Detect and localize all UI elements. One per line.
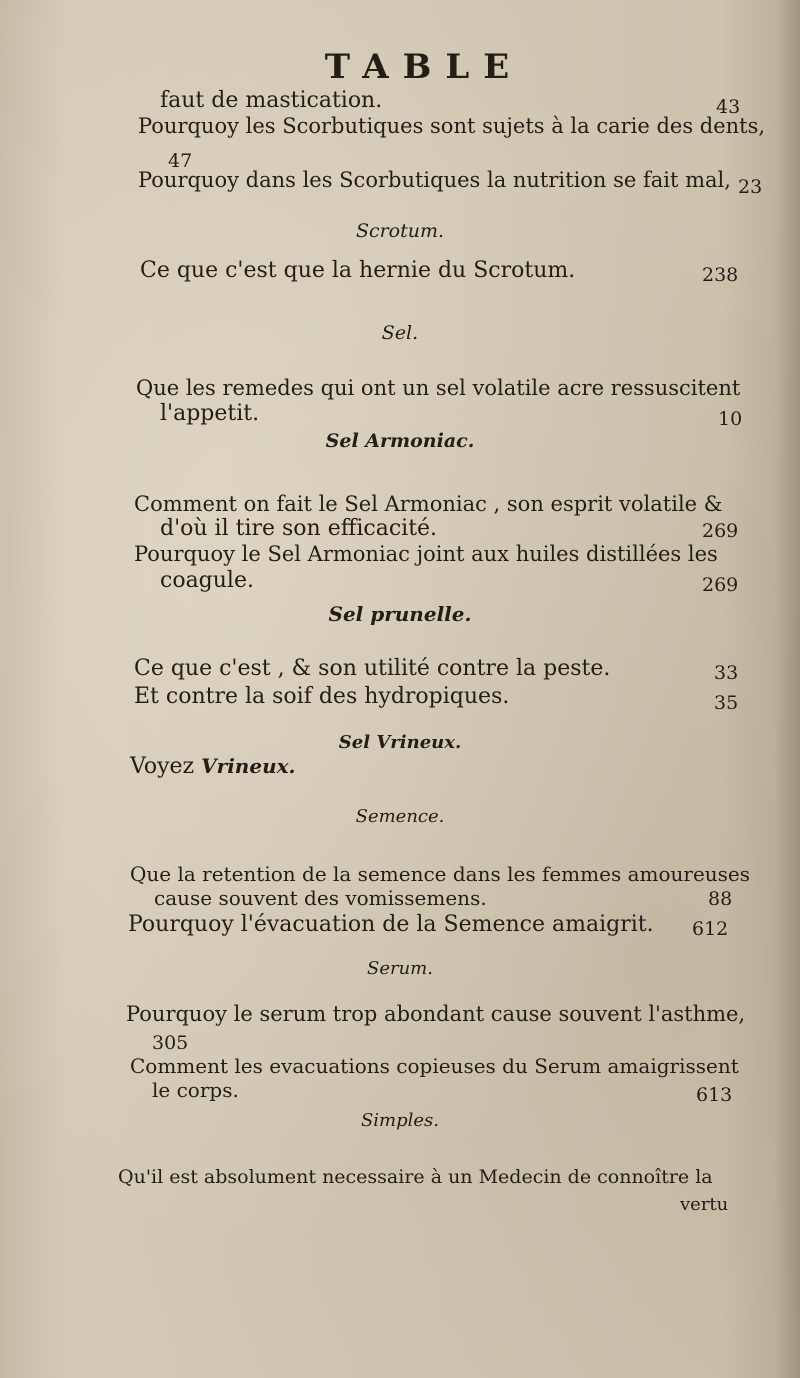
section-heading: Serum. [367, 958, 433, 979]
entry-line: Pourquoy le serum trop abondant cause souvent l'asthme, [126, 1002, 746, 1026]
page-number: 269 [702, 574, 739, 596]
entry-line: Comment on fait le Sel Armoniac , son esprit volatile & [134, 492, 723, 516]
entry-line: Ce que c'est , & son utilité contre la peste. [134, 656, 611, 681]
entry-line: Que la retention de la semence dans les femmes amoureuses [130, 862, 751, 886]
page-number: 33 [714, 662, 739, 684]
page-number: 47 [168, 150, 193, 172]
entry-line: Pourquoy dans les Scorbutiques la nutrition se fait mal, [138, 168, 731, 192]
page-number: 43 [716, 96, 741, 118]
page-number: 613 [696, 1084, 733, 1106]
entry-line: Pourquoy les Scorbutiques sont sujets à la carie des dents, [138, 114, 766, 138]
entry-text: Voyez [130, 754, 195, 779]
section-heading: Sel prunelle. [328, 602, 472, 626]
entry-line: Pourquoy l'évacuation de la Semence amaigrit. [128, 912, 654, 937]
page-number: 88 [708, 888, 733, 910]
entry-line: d'où il tire son efficacité. [160, 516, 438, 541]
section-heading: Sel. [381, 322, 419, 344]
page-number: 269 [702, 520, 739, 542]
section-heading: Scrotum. [355, 220, 445, 242]
entry-line [130, 756, 296, 778]
entry-line: Qu'il est absolument necessaire à un Medecin de connoître la [118, 1166, 713, 1188]
catchword: vertu [680, 1194, 729, 1215]
section-heading: Simples. [360, 1110, 440, 1131]
page-number: 10 [718, 408, 743, 430]
cross-reference: Vrineux. [201, 754, 296, 778]
section-heading: Sel Armoniac. [325, 430, 475, 452]
page-number: 612 [692, 918, 729, 940]
entry-line: Ce que c'est que la hernie du Scrotum. [140, 258, 576, 283]
entry-line: l'appetit. [160, 401, 260, 426]
section-heading: Semence. [355, 806, 445, 827]
entry-line: le corps. [152, 1078, 239, 1102]
page-number: 238 [702, 264, 739, 286]
entry-line: Comment les evacuations copieuses du Serum amaigrissent [130, 1054, 739, 1078]
entry-line: Pourquoy le Sel Armoniac joint aux huiles distillées les [134, 542, 718, 566]
entry-line: coagule. [160, 568, 254, 593]
running-head: TABLE [324, 47, 524, 87]
entry-line: cause souvent des vomissemens. [154, 886, 487, 910]
entry-line: Que les remedes qui ont un sel volatile acre ressuscitent [136, 376, 741, 400]
section-heading: Sel Vrineux. [338, 732, 462, 753]
page-number: 35 [714, 692, 739, 714]
entry-line: Et contre la soif des hydropiques. [134, 684, 510, 709]
entry-line: faut de mastication. [160, 88, 383, 113]
page-number: 305 [152, 1032, 189, 1054]
page-number: 23 [738, 176, 763, 198]
page-edge-shadow [774, 0, 800, 1378]
